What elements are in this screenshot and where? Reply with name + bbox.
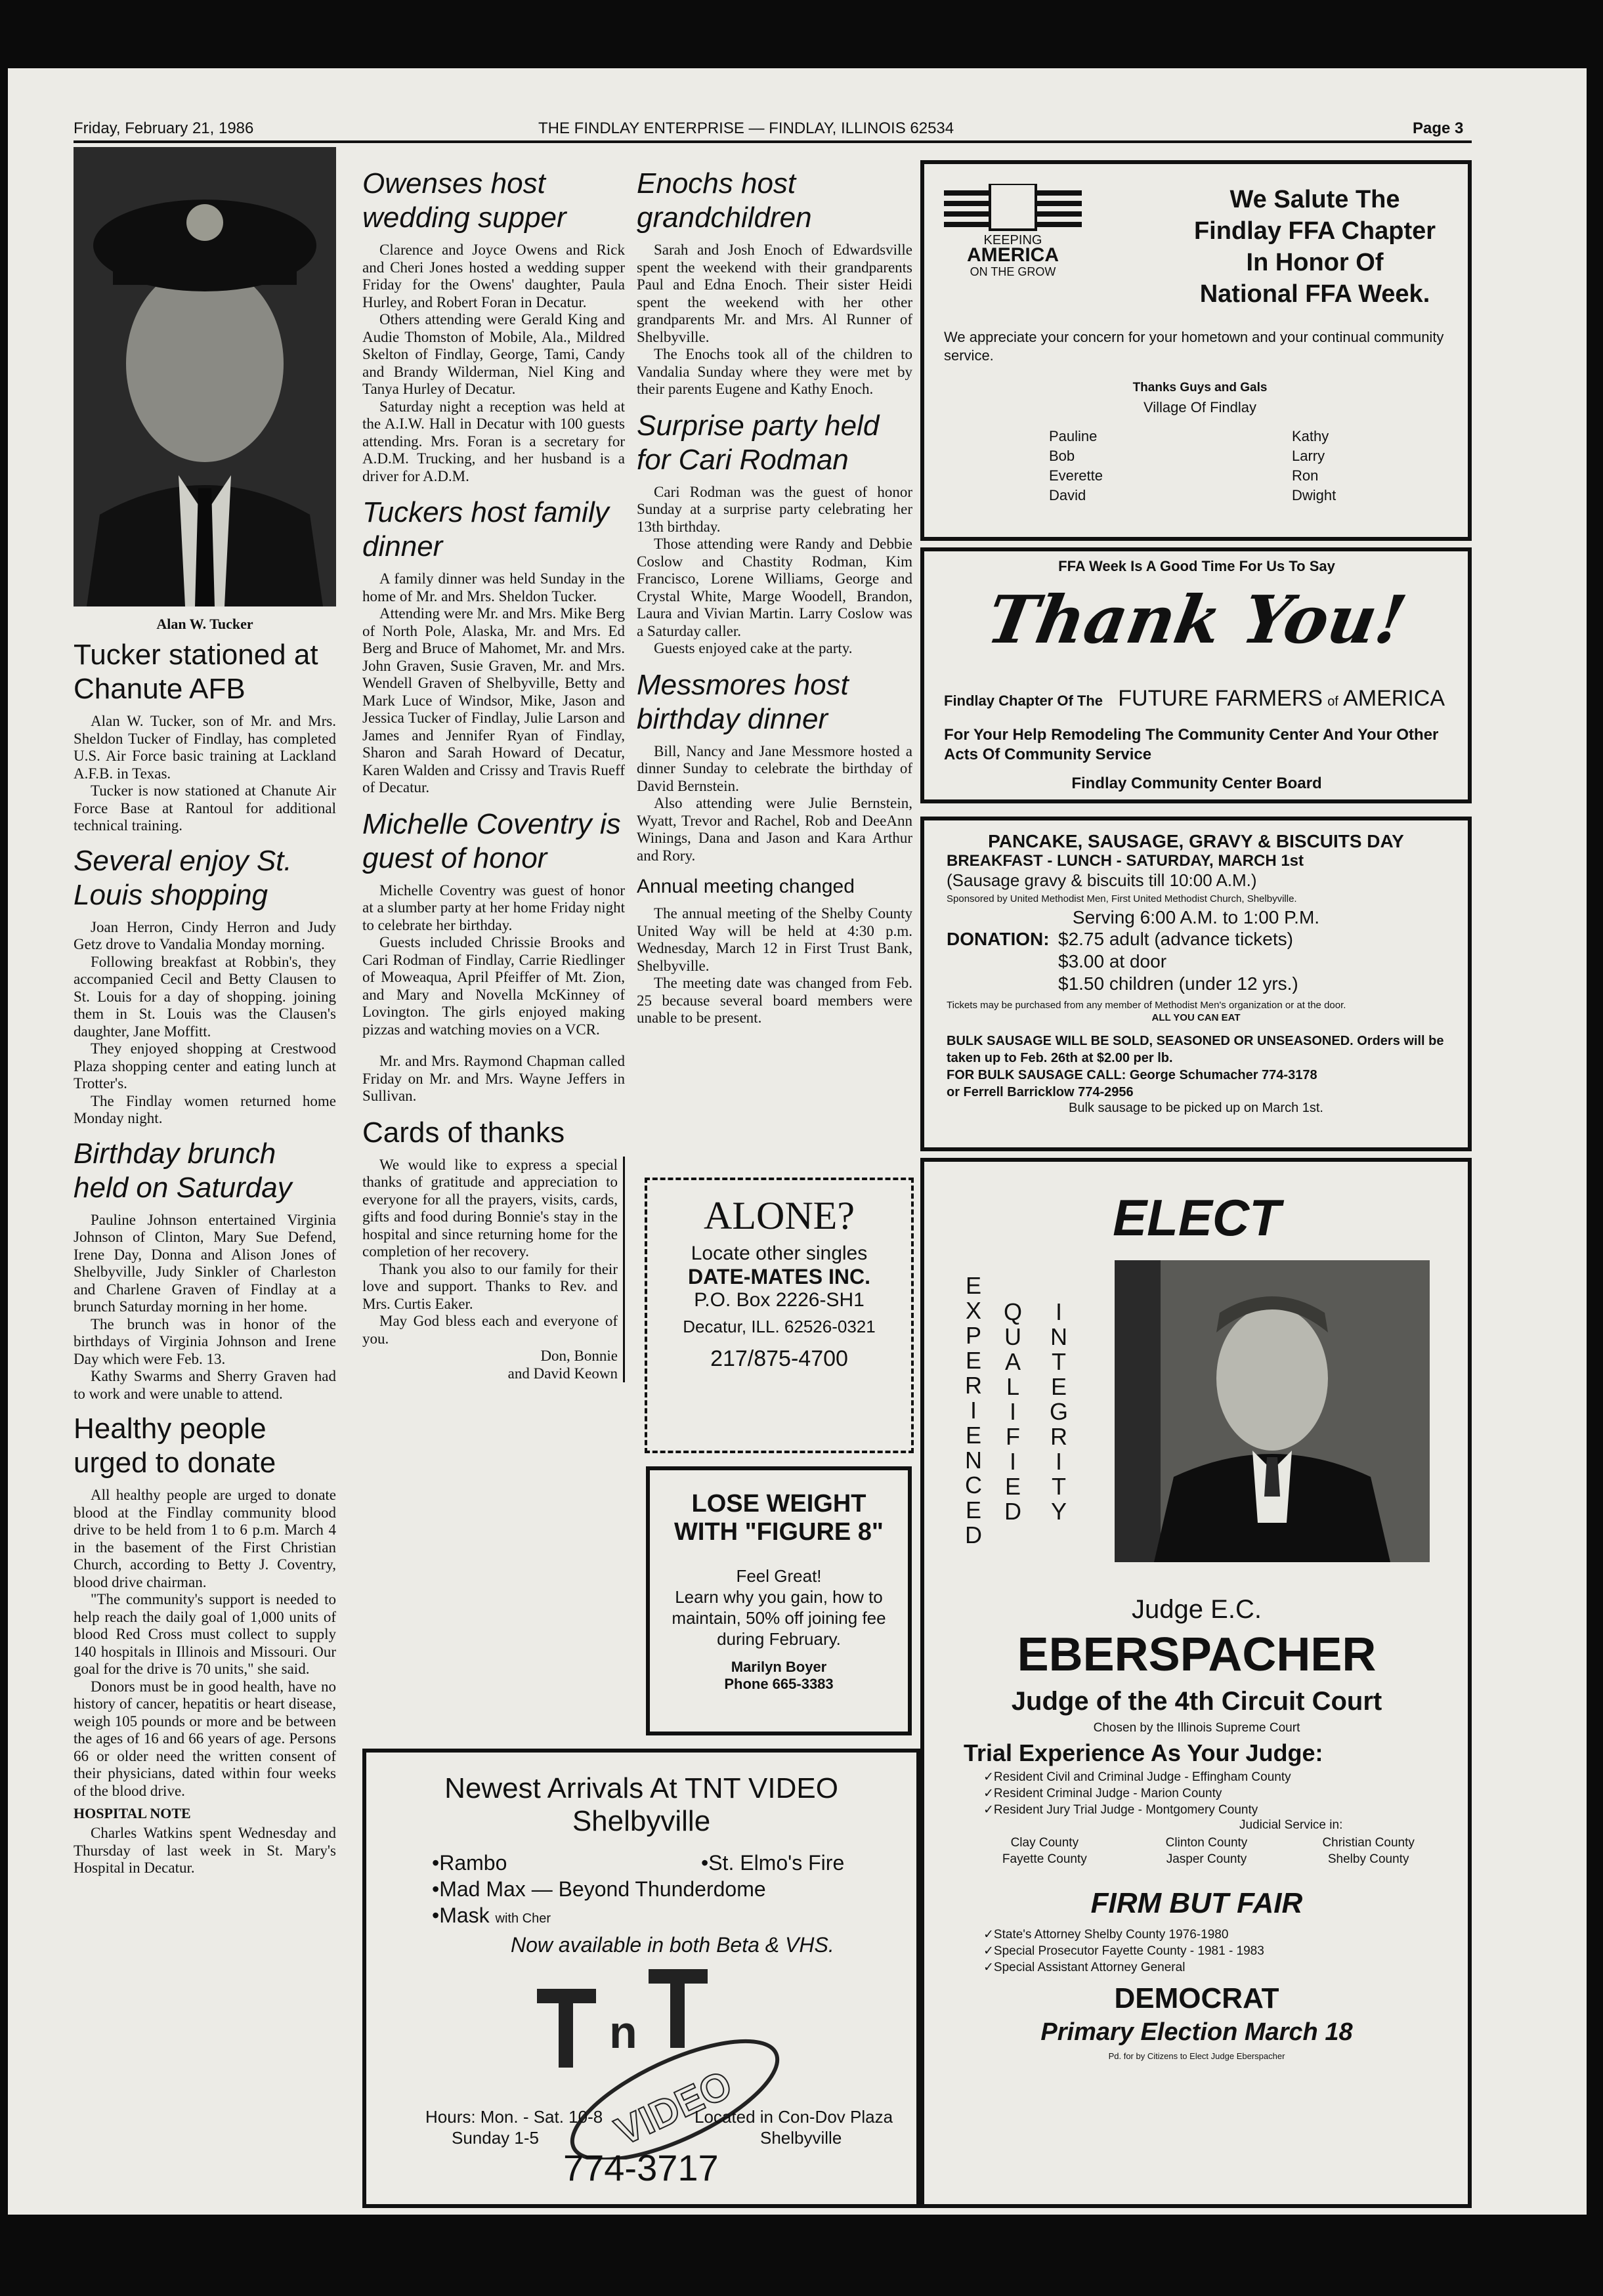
ad-thanks-paragraph: For Your Help Remodeling The Community Center And Your Other Acts Of Community Service	[944, 726, 1439, 763]
ad-ffa-names-left	[1049, 427, 1103, 505]
board-member-name: Ron	[1292, 467, 1319, 484]
paragraph: Donors must be in good health, have no history of cancer, hepatitis or heart disease, weigh 105 pounds or more and be between the ages of 16 and 66 years of age. Persons 66 or older need the written consent of their physicians, dated within four weeks of the blood drive.	[74, 1678, 336, 1799]
ad-thanks-of: of	[1327, 694, 1338, 709]
ad-tnt-location: Shelbyville	[760, 2128, 842, 2148]
newspaper-page	[8, 68, 1587, 2215]
ad-pancake-title: PANCAKE, SAUSAGE, GRAVY & BISCUITS DAY	[988, 831, 1404, 851]
ad-pancake-donation-label: DONATION:	[947, 929, 1050, 949]
column-1	[74, 147, 336, 2201]
county-name: Shelby County	[1327, 1852, 1409, 1866]
ad-pancake-tickets: Tickets may be purchased from any member of Methodist Men's organization or at the door.	[947, 1000, 1346, 1011]
ad-ffa-heading-line: Findlay FFA Chapter	[1193, 217, 1436, 245]
paragraph: Thank you also to our family for their love and support. Thanks to Rev. and Mrs. Curtis Eaker.	[362, 1260, 618, 1312]
headline-st-louis-shopping: Several enjoy St. Louis shopping	[74, 844, 292, 911]
logo-text: KEEPING	[983, 233, 1042, 247]
ad-elect-firm-item: ✓ Special Prosecutor Fayette County - 1981 - 1983	[983, 1943, 1264, 1959]
ad-alone-line: P.O. Box 2226-SH1	[694, 1289, 865, 1311]
board-member-name: Everette	[1049, 467, 1103, 484]
paragraph: The Findlay women returned home Monday night.	[74, 1092, 336, 1126]
paragraph: The meeting date was changed from Feb. 25 because several board members were unable to be present.	[637, 975, 912, 1026]
county-name: Fayette County	[1002, 1852, 1087, 1866]
ad-weight-title: WITH "FIGURE 8"	[674, 1518, 884, 1546]
board-member-name: David	[1049, 487, 1086, 503]
board-member-name: Dwight	[1292, 487, 1336, 503]
headline-cards-of-thanks: Cards of thanks	[362, 1116, 565, 1149]
ad-elect-trial-list	[983, 1769, 1291, 1818]
ad-pancake-price: $1.50 children (under 12 yrs.)	[1058, 973, 1298, 994]
photo-caption: Alan W. Tucker	[156, 616, 253, 632]
paragraph: Those attending were Randy and Debbie Coslow and Chastity Rodman, Kim Francisco, Lorene Williams, George and Crystal White, Marge Woodell, Brandon, Laura and Vivian Martin. Larry Coslow was a Saturday caller.	[637, 536, 912, 639]
paragraph: Alan W. Tucker, son of Mr. and Mrs. Sheldon Tucker of Findlay, has completed U.S. Air Force basic training at Lackland A.F.B. in Texas.	[74, 713, 336, 782]
column-2	[362, 167, 625, 1742]
headline-messmores: Messmores host birthday dinner	[637, 668, 849, 735]
ad-ffa-paragraph: We appreciate your concern for your hometown and your continual community service.	[944, 329, 1444, 364]
column-3	[637, 167, 912, 1230]
county-name: Clay County	[1010, 1836, 1079, 1850]
ad-thanks-america: AMERICA	[1343, 686, 1445, 711]
judge-portrait-image	[1115, 1260, 1430, 1562]
headline-healthy-donate: Healthy people urged to donate	[74, 1413, 276, 1479]
board-member-name: Bob	[1049, 448, 1075, 464]
ad-alone-company: DATE-MATES INC.	[688, 1265, 870, 1288]
logo-text: ON THE GROW	[970, 265, 1056, 278]
issue-date: Friday, February 21, 1986	[74, 119, 254, 137]
ad-ffa-village: Village Of Findlay	[1143, 399, 1256, 415]
ad-alone-line: Decatur, ILL. 62526-0321	[683, 1317, 876, 1336]
ad-weight-line: Feel Great!	[736, 1566, 822, 1586]
paragraph: Charles Watkins spent Wednesday and Thursday of last week in St. Mary's Hospital in Decatur.	[74, 1825, 336, 1876]
masthead-title: THE FINDLAY ENTERPRISE — FINDLAY, ILLINOIS 62534	[538, 119, 954, 137]
board-member-name: Kathy	[1292, 428, 1329, 444]
ad-alone	[645, 1178, 914, 1453]
tnt-video-logo	[498, 1963, 793, 2159]
page-number: Page 3	[1413, 119, 1464, 137]
tnt-logo-video: VIDEO	[609, 2062, 738, 2154]
ad-tnt-video	[362, 1749, 920, 2208]
paragraph: All healthy people are urged to donate blood at the Findlay community blood drive to be held from 1 to 6 p.m. March 4 in the basement of the First Christian Church, according to Betty J. Coventry, blood drive chairman.	[74, 1487, 336, 1590]
paragraph: Guests enjoyed cake at the party.	[654, 640, 853, 656]
ad-tnt-title-item: •St. Elmo's Fire	[701, 1851, 845, 1875]
signature-line: Don, Bonnie	[540, 1348, 618, 1364]
paragraph: Also attending were Julie Bernstein, Wyatt, Trevor and Rachel, Rob and DeeAnn Winings, Dana and Jason and Kara Arthur and Rory.	[637, 795, 912, 864]
ad-elect-firm-list	[983, 1926, 1264, 1976]
ad-ffa-heading-line: National FFA Week.	[1199, 280, 1430, 308]
paragraph: Saturday night a reception was held at the A.I.W. Hall in Decatur with 100 guests attending. Mrs. Foran is a secretary for A.D.M. Trucking, and her husband is a driver for A.D.M.	[362, 398, 625, 484]
paragraph: Following breakfast at Robbin's, they accompanied Cecil and Betty Clausen to St. Louis for a day of shopping. joining them in St. Louis was the Clausen's daughter, Jane Moffitt.	[74, 953, 336, 1040]
ad-pancake-day	[920, 817, 1472, 1151]
ad-elect-paid: Pd. for by Citizens to Elect Judge Eberspacher	[1108, 2051, 1285, 2061]
ad-thank-you	[920, 547, 1472, 803]
ad-elect-counties	[964, 1835, 1449, 1867]
ad-tnt-title-item: •Mad Max — Beyond Thunderdome	[432, 1877, 766, 1901]
ad-pancake-bulk: BULK SAUSAGE WILL BE SOLD, SEASONED OR UNSEASONED. Orders will be taken up to Feb. 26th at $2.00 per lb.	[947, 1034, 1444, 1065]
paragraph: A family dinner was held Sunday in the home of Mr. and Mrs. Sheldon Tucker.	[362, 570, 625, 605]
paragraph: The annual meeting of the Shelby County United Way will be held at 4:30 p.m. Wednesday, March 12 in First Trust Bank, Shelbyville.	[637, 905, 912, 974]
ad-weight-phone: Phone 665-3383	[724, 1676, 834, 1692]
ad-pancake-bulk-call: or Ferrell Barricklow 774-2956	[947, 1085, 1134, 1099]
soldier-portrait-image	[74, 147, 336, 606]
ad-ffa-names-right	[1292, 427, 1336, 505]
paragraph: The Enochs took all of the children to Vandalia Sunday where they were met by their parents Eugene and Kathy Enoch.	[637, 346, 912, 397]
ad-thanks-ffa-line	[944, 686, 1445, 712]
ad-pancake-hours: Serving 6:00 A.M. to 1:00 P.M.	[1072, 907, 1320, 927]
paragraph: Sarah and Josh Enoch of Edwardsville spent the weekend with their grandparents Paul and Edna Enoch. Their sister Heidi spent the weekend with her other grandparents Mr. and Mrs. Al Runner of Shelbyville.	[637, 242, 912, 345]
ad-elect-title: ELECT	[1113, 1189, 1281, 1246]
county-name: Christian County	[1322, 1836, 1415, 1850]
ad-ffa-heading-line: We Salute The	[1229, 186, 1400, 213]
headline-owenses: Owenses host wedding supper	[362, 167, 566, 234]
ad-elect-surname: EBERSPACHER	[1017, 1628, 1377, 1681]
board-member-name: Larry	[1292, 448, 1325, 464]
ad-thanks-chapter: Findlay Chapter Of The	[944, 692, 1103, 709]
ad-elect-trial-heading: Trial Experience As Your Judge:	[964, 1739, 1323, 1766]
ad-elect-firm-but-fair: FIRM BUT FAIR	[1090, 1887, 1303, 1919]
paragraph: May God bless each and everyone of you.	[362, 1313, 618, 1347]
ad-tnt-availability: Now available in both Beta & VHS.	[511, 1933, 834, 1957]
signature-line: and David Keown	[507, 1365, 618, 1382]
ad-pancake-price: $3.00 at door	[1058, 951, 1167, 971]
paragraph: Tucker is now stationed at Chanute Air Force Base at Rantoul for additional technical training.	[74, 782, 336, 834]
ad-pancake-line: (Sausage gravy & biscuits till 10:00 A.M.)	[947, 870, 1257, 890]
ad-elect-eberspacher	[920, 1158, 1472, 2208]
headline-birthday-brunch: Birthday brunch held on Saturday	[74, 1137, 292, 1204]
ad-elect-trial-item: ✓ Resident Criminal Judge - Marion County	[983, 1785, 1291, 1802]
paragraph: Attending were Mr. and Mrs. Mike Berg of North Pole, Alaska, Mr. and Mrs. Ed Berg and Bruce of Mahomet, Mr. and Mrs. John Graven, Susie Graven, Mr. and Mrs. Wendell Graven of Shelbyville, Betty and Mark Luce of Windsor, Mike, Jason and Jessica Tucker of Findlay, Julie Larson and James and Jennifer Ryan of Findlay, Sharon and Sarah Howard of Decatur, Karen Walden and Crissy and Travis Rueff of Decatur.	[362, 605, 625, 796]
ad-elect-name: Judge E.C.	[1132, 1595, 1262, 1624]
logo-text: AMERICA	[967, 244, 1059, 266]
ad-elect-trial-item: ✓ Resident Civil and Criminal Judge - Effingham County	[983, 1769, 1291, 1785]
ad-elect-office: Judge of the 4th Circuit Court	[1011, 1687, 1382, 1716]
paragraph: Joan Herron, Cindy Herron and Judy Getz drove to Vandalia Monday morning.	[74, 918, 336, 952]
ad-tnt-location: Located in Con-Dov Plaza	[695, 2107, 893, 2127]
paragraph: Kathy Swarms and Sherry Graven had to work and were unable to attend.	[74, 1368, 336, 1402]
headline-annual-meeting: Annual meeting changed	[637, 876, 855, 897]
paragraph: Others attending were Gerald King and Audie Thomston of Mobile, Ala., Mildred Skelton of Findlay, George, Tami, Candy and Brandy Wilderman, Niel King and Tanya Hurley of Decatur.	[362, 311, 625, 397]
ad-thanks-future-farmers: FUTURE FARMERS	[1118, 686, 1323, 711]
ad-tnt-title-item-note: with Cher	[495, 1911, 551, 1926]
county-name: Clinton County	[1165, 1836, 1248, 1850]
header-rule	[74, 140, 1472, 143]
ad-elect-chosen: Chosen by the Illinois Supreme Court	[1093, 1721, 1300, 1735]
paragraph: Guests included Chrissie Brooks and Cari Rodman of Findlay, Carrie Riedlinger of Moweaqua, April Pfeiffer of Mt. Zion, and Mary and Novella McKinney of Lovington. The girls enjoyed making pizzas and watching movies on a VCR.	[362, 934, 625, 1038]
ad-weight-name: Marilyn Boyer	[731, 1659, 827, 1675]
ad-ffa-salute	[920, 160, 1472, 541]
ad-elect-firm-item: ✓ State's Attorney Shelby County 1976-1980	[983, 1926, 1264, 1943]
ad-pancake-donation	[947, 928, 1445, 995]
hospital-note-heading: HOSPITAL NOTE	[74, 1805, 191, 1821]
ad-elect-trial-item: ✓ Resident Jury Trial Judge - Montgomery County	[983, 1802, 1291, 1818]
ad-pancake-pickup: Bulk sausage to be picked up on March 1st.	[1068, 1101, 1323, 1115]
ad-elect-served: Judicial Service in:	[1239, 1818, 1343, 1832]
keeping-america-logo	[944, 184, 1082, 282]
ad-tnt-city: Shelbyville	[572, 1805, 711, 1837]
ad-alone-title: ALONE?	[704, 1194, 855, 1237]
paragraph: Clarence and Joyce Owens and Rick and Cheri Jones hosted a wedding supper Friday for the Owens' daughter, Paula Hurley, and Robert Foran in Decatur.	[362, 242, 625, 310]
ad-thanks-script: Thank You!	[981, 581, 1412, 658]
ad-pancake-all-you-can-eat: ALL YOU CAN EAT	[1151, 1012, 1241, 1023]
ad-elect-party: DEMOCRAT	[1114, 1982, 1279, 2014]
ad-elect-experienced: EXPERIENCED	[965, 1272, 982, 1548]
ad-tnt-hours: Hours: Mon. - Sat. 10-8	[425, 2107, 603, 2127]
county-name: Jasper County	[1166, 1852, 1247, 1866]
ad-alone-phone: 217/875-4700	[710, 1346, 848, 1371]
ad-elect-primary: Primary Election March 18	[1040, 2018, 1353, 2046]
paragraph: Cari Rodman was the guest of honor Sunday at a surprise party celebrating her 13th birthday.	[637, 483, 912, 535]
board-member-name: Pauline	[1049, 428, 1098, 444]
ad-ffa-thanks: Thanks Guys and Gals	[1132, 381, 1268, 394]
paragraph: Michelle Coventry was guest of honor at a slumber party at her home Friday night to celebrate her birthday.	[362, 882, 625, 933]
ad-alone-line: Locate other singles	[691, 1243, 868, 1264]
ad-elect-integrity: INTEGRITY	[1049, 1298, 1068, 1525]
paragraph: Bill, Nancy and Jane Messmore hosted a dinner Sunday to celebrate the birthday of David Bernstein.	[637, 742, 912, 794]
ad-pancake-line: BREAKFAST - LUNCH - SATURDAY, MARCH 1st	[947, 852, 1304, 870]
ad-pancake-sponsor: Sponsored by United Methodist Men, First United Methodist Church, Shelbyville.	[947, 893, 1297, 904]
ad-pancake-bulk-call: FOR BULK SAUSAGE CALL: George Schumacher 774-3178	[947, 1068, 1317, 1082]
paragraph: The brunch was in honor of the birthdays of Virginia Johnson and Irene Day which were Feb. 13.	[74, 1315, 336, 1367]
paragraph: Mr. and Mrs. Raymond Chapman called Friday on Mr. and Mrs. Wayne Jeffers in Sullivan.	[362, 1053, 625, 1104]
ad-weight-title: LOSE WEIGHT	[691, 1490, 866, 1518]
ad-tnt-phone: 774-3717	[563, 2147, 719, 2188]
headline-enochs: Enochs host grandchildren	[637, 167, 812, 234]
paragraph: They enjoyed shopping at Crestwood Plaza shopping center and eating lunch at Trotter's.	[74, 1040, 336, 1092]
ad-ffa-heading-line: In Honor Of	[1246, 249, 1384, 276]
ad-elect-firm-item: ✓ Special Assistant Attorney General	[983, 1959, 1264, 1976]
ad-lose-weight	[646, 1466, 912, 1735]
paragraph: We would like to express a special thanks of gratitude and appreciation to everyone for all the prayers, visits, cards, gifts and food during Bonnie's stay in the hospital and since returning home for the completion of her recovery.	[362, 1156, 618, 1260]
ad-tnt-title-item	[432, 1903, 551, 1928]
ad-tnt-title-item: •Rambo	[432, 1851, 507, 1875]
ad-tnt-title: Newest Arrivals At TNT VIDEO	[444, 1772, 838, 1804]
ad-thanks-signature: Findlay Community Center Board	[1071, 775, 1322, 792]
ad-tnt-hours: Sunday 1-5	[452, 2128, 539, 2148]
headline-michelle-coventry: Michelle Coventry is guest of honor	[362, 807, 621, 874]
paragraph: Pauline Johnson entertained Virginia Johnson of Clinton, Mary Sue Defend, Irene Day, Donna and Alison Jones of Shelbyville, Judy Sinkler of Charleston and Charlene Graven of Findlay at a brunch Saturday morning in her home.	[74, 1211, 336, 1315]
headline-surprise-party: Surprise party held for Cari Rodman	[637, 409, 880, 476]
headline-tucker-stationed: Tucker stationed at Chanute AFB	[74, 639, 318, 705]
ad-ffa-heading	[1174, 184, 1456, 310]
ad-weight-line: Learn why you gain, how to maintain, 50% off joining fee during February.	[672, 1587, 886, 1649]
tnt-logo-n: n	[609, 2007, 637, 2058]
ad-thanks-top: FFA Week Is A Good Time For Us To Say	[1058, 558, 1335, 574]
ad-elect-qualified: QUALIFIED	[1003, 1298, 1022, 1525]
paragraph: "The community's support is needed to help reach the daily goal of 1,000 units of blood Red Cross must collect to supply 140 hospitals in Illinois and Missouri. Our goal for the drive is 70 units," she said.	[74, 1591, 336, 1677]
portrait-photo	[74, 147, 336, 606]
headline-tuckers-dinner: Tuckers host family dinner	[362, 496, 609, 563]
ad-tnt-title-item-label: •Mask	[432, 1903, 490, 1927]
ad-pancake-price: $2.75 adult (advance tickets)	[1058, 929, 1293, 949]
